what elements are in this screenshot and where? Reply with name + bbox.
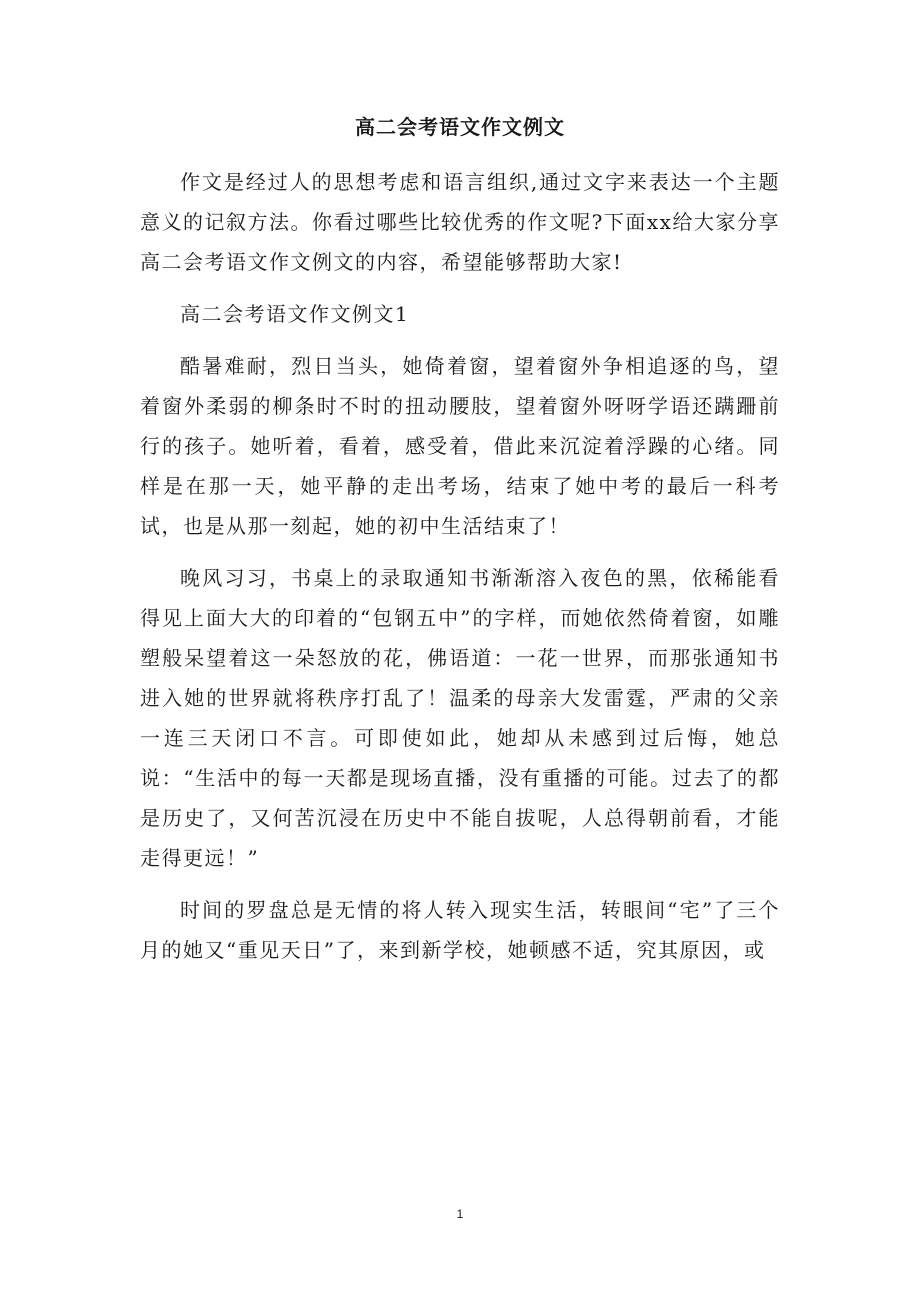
document-body [140,162,780,982]
paragraph-1: 酷暑难耐，烈日当头，她倚着窗，望着窗外争相追逐的鸟，望着窗外柔弱的柳条时不时的扭动腰肢，望着窗外呀呀学语还蹒跚前行的孩子。她听着，看着，感受着，借此来沉淀着浮躁的心绪。同样是在那一天，她平静的走出考场，结束了她中考的最后一科考试，也是从那一刻起，她的初中生活结束了！ [140,354,780,538]
paragraph-heading-example-1: 高二会考语文作文例文1 [180,302,410,326]
page-number: 1 [456,1207,464,1221]
document-title: 高二会考语文作文例文 [355,115,565,139]
paragraph-3: 时间的罗盘总是无情的将人转入现实生活，转眼间“宅”了三个月的她又“重见天日”了，来到新学校，她顿感不适，究其原因，或 [140,898,780,962]
paragraph-intro: 作文是经过人的思想考虑和语言组织,通过文字来表达一个主题意义的记叙方法。你看过哪些比较优秀的作文呢?下面xx给大家分享高二会考语文作文例文的内容，希望能够帮助大家! [140,170,780,274]
paragraph-2: 晚风习习，书桌上的录取通知书渐渐溶入夜色的黑，依稀能看得见上面大大的印着的“包钢五中”的字样，而她依然倚着窗，如雕塑般呆望着这一朵怒放的花，佛语道：一花一世界，而那张通知书进入她的世界就将秩序打乱了！温柔的母亲大发雷霆，严肃的父亲一连三天闭口不言。可即使如此，她却从未感到过后悔，她总说：“生活中的每一天都是现场直播，没有重播的可能。过去了的都是历史了，又何苦沉浸在历史中不能自拔呢，人总得朝前看，才能走得更远！” [140,566,780,870]
